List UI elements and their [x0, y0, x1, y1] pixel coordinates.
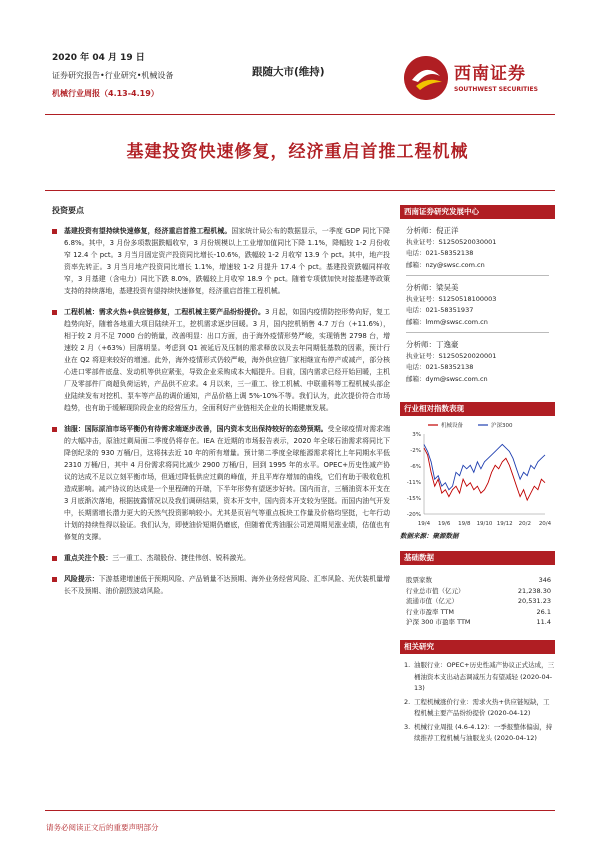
bullet-item — [52, 573, 390, 597]
x-tick-label: 19/10 — [476, 521, 493, 527]
section-title: 投资要点 — [52, 206, 84, 215]
basic-data-box — [400, 551, 555, 628]
company-logo — [404, 56, 554, 100]
stat-value: 21,238.30 — [517, 586, 551, 595]
bullet-bold: 重点关注个股： — [64, 554, 113, 562]
related-item[interactable] — [404, 697, 555, 720]
bullet-text: 受全球疫情对需求端的大幅冲击，原油过剩局面二季度仍将存在。IEA 在近期的市场报告表示，2020 年全球石油需求将同比下降创纪录的 930 万桶/日，这将抹去近 10 年的所有增量。预计第二季度全球能源需求将比上年同期水平低 2310 万桶/日，其中 4 月份需求将同比减少 2900 万桶/日，回到 1995 年的水平。OPEC+历史性减产协议的达成不足以立刻平衡市场，但通过降低供应过剩的峰值，并且平库存增加的曲线，它们有助于吸收危机造成影响。减产协议的达成是一个里程碑的开端，下半年形势有望逐步好转。国内而言，三桶油资本开支在 3 月底渐次落地，根据披露情况以及我们调研结果，资本开支中，国内资本开支较为坚挺。而国内油气开发中，长期需增长潜力更大的天然气投资影响较小。尤其是页岩气等重点板块工作量及价格均坚挺，七年行动计划的持续性得以验证。我们认为，即使油价短期仍磨底，但随着优秀油服公司逆周期见涨业绩，估值也有修复的支撑。 — [64, 425, 390, 541]
footer-divider — [45, 810, 555, 811]
analyst-name: 分析师：梁吴美 — [406, 283, 459, 292]
y-tick-label: -15% — [406, 496, 421, 502]
analyst-phone: 电话：021-58351937 — [406, 306, 474, 314]
related-num: 3. — [404, 722, 411, 731]
logo-mark-icon — [404, 56, 448, 100]
y-tick-label: -2% — [410, 448, 421, 454]
relative-index-chart — [400, 418, 555, 528]
x-tick-label: 19/4 — [417, 521, 431, 527]
stat-value: 11.4 — [536, 618, 551, 626]
analyst-email[interactable]: 邮箱：nzy@swsc.com.cn — [406, 260, 485, 269]
stat-key: 行业市盈率 TTM — [406, 607, 455, 616]
stat-key: 流通市值（亿元） — [406, 597, 458, 605]
bullet-text: 三一重工、杰瑞股份、捷佳伟创、锐科激光。 — [112, 554, 251, 562]
table-row — [400, 596, 555, 607]
bullet-text: 国家统计局公布的数据显示，一季度 GDP 同比下降 6.8%。其中，3 月份多项数据跌幅收窄，3 月份规模以上工业增加值同比下降 1.1%，降幅较 1-2 月份收窄 12.4 个 pct。3 月当月固定资产投资同比增长-10.6%，跌幅较 1-2 月收窄 13.9 个 pct。其中，地产投资率先转正。3 月当月地产投资同比增长 1.1%，增速较 1-2 月提升 17.4 个 pct。基建投资跌幅同样收窄，3 月基建（含电力）同比下跌 8.0%，跌幅较上月收窄 18.9 个 pct。随着专项债加快对接基建等政策支持的持续落地，基建投资有望持续快速修复，经济重启首推工程机械。 — [64, 227, 390, 295]
analyst-entry — [406, 339, 555, 385]
logo-english: SOUTHWEST SECURITIES — [454, 86, 538, 93]
analyst-email[interactable]: 邮箱：lmm@swsc.com.cn — [406, 317, 488, 326]
related-item[interactable] — [404, 660, 555, 695]
logo-name: 西南证券 — [454, 64, 526, 84]
analyst-license: 执业证号：S1250520020001 — [406, 351, 497, 360]
y-tick-label: -20% — [406, 512, 421, 518]
basic-data-table — [400, 575, 555, 628]
analyst-phone: 电话：021-58352138 — [406, 249, 474, 257]
series-line — [424, 444, 545, 489]
bullet-text: 3 月起，如国内疫情防控形势向好，复工趋势向好，随着各地重大项目陆续开工，挖机需求逐步回暖。3 月，国内挖机销售 4.7 万台（+11.6%），相于较 2 月不足 7000 台的销量，改善明显：出口方面，由于海外疫情形势严峻，实现销售 2798 台，增速较 2 月（+63%）回落明显。考虑到 Q1 被延后及压制的需求释放以及去年同期低基数的因素，预计行业在 Q2 将迎来较好的增速。此外，海外疫情形式仍较严峻，海外供应链厂家相继宣布停产或减产，部分核心进口零部件底盘、发动机等供应紧张，导致企业采购成本大幅提升。目前，国内需求已经开始回暖，主机厂及零部件厂商超负荷运转，产品供不应求。4 月以来，三一重工、徐工机械、中联重科等工程机械头部企业陆续发布对挖机、泵车等产品的调价通知，产品价格上调 5%-10%不等。我们认为，此次提价符合市场趋势，也有助于缓解现阶段企业的经营压力，全面利好产业链相关企业的长期健康发展。 — [64, 308, 390, 412]
report-category: 证券研究报告•行业研究•机械设备 — [52, 71, 174, 80]
analyst-entry — [406, 282, 555, 328]
analyst-name: 分析师：倪正洋 — [406, 226, 459, 235]
investment-points — [52, 205, 390, 606]
analyst-email[interactable]: 邮箱：dym@swsc.com.cn — [406, 374, 488, 383]
related-title: 相关研究 — [400, 640, 555, 654]
report-type: 机械行业周报（4.13-4.19） — [52, 89, 159, 98]
table-row — [400, 607, 555, 618]
bullet-item — [52, 552, 390, 564]
stat-key: 行业总市值（亿元） — [406, 586, 465, 595]
legend-label: 沪深300 — [491, 423, 513, 429]
analyst-license: 执业证号：S1250520030001 — [406, 237, 497, 246]
related-research-box — [400, 640, 555, 747]
table-row — [400, 575, 555, 586]
stat-key: 沪深 300 市盈率 TTM — [406, 618, 471, 626]
footer-notice: 请务必阅读正文后的重要声明部分 — [46, 823, 159, 832]
x-tick-label: 19/12 — [496, 521, 513, 527]
related-text: 机械行业周报 (4.6-4.12)：一季报整体偏弱，持续推荐工程机械与油服龙头 (2020-04-12) — [414, 722, 553, 742]
y-tick-label: -6% — [410, 464, 421, 470]
index-title: 行业相对指数表现 — [400, 402, 555, 416]
related-num: 1. — [404, 661, 411, 669]
bullet-item — [52, 423, 390, 543]
y-tick-label: 3% — [412, 432, 421, 438]
header-divider — [45, 114, 555, 115]
related-text: 工程机械涨价行业：需求火热+供应链短缺，工程机械主要产品纷纷提价 (2020-04-12) — [414, 697, 550, 717]
x-tick-label: 20/4 — [538, 521, 552, 527]
legend-label: 机械设备 — [441, 423, 464, 429]
analyst-phone: 电话：021-58352138 — [406, 363, 474, 371]
team-title: 西南证券研究发展中心 — [400, 205, 555, 219]
bullet-bold: 油服：国际原油市场平衡仍有待需求端逐步改善，国内资本支出保持较好的态势预期。 — [64, 425, 328, 433]
analyst-name: 分析师：丁逸豪 — [406, 340, 459, 349]
related-text: 油服行业：OPEC+历史性减产协议正式达成，三桶油资本支出动态调减压力有望减轻 (2020-04-13) — [414, 661, 555, 692]
bullet-item — [52, 306, 390, 414]
analyst-box — [400, 205, 555, 385]
divider — [406, 332, 549, 333]
x-tick-label: 20/2 — [518, 521, 532, 527]
analyst-license: 执业证号：S1250518100003 — [406, 294, 497, 303]
analyst-entry — [406, 225, 555, 271]
bullet-bold: 风险提示： — [64, 575, 99, 583]
x-tick-label: 19/8 — [458, 521, 471, 527]
related-list — [404, 660, 555, 745]
basic-title: 基础数据 — [400, 551, 555, 565]
report-title: 基建投资快速修复，经济重启首推工程机械 — [126, 142, 469, 162]
related-num: 2. — [404, 697, 411, 706]
chart-source: 数据来源：聚源数据 — [400, 532, 459, 540]
y-tick-label: -11% — [406, 480, 421, 486]
bullet-bold: 基建投资有望持续快速修复，经济重启首推工程机械。 — [64, 227, 232, 235]
table-row — [400, 586, 555, 597]
title-divider — [45, 190, 555, 191]
report-date: 2020 年 04 月 19 日 — [52, 53, 145, 63]
x-tick-label: 19/6 — [437, 521, 451, 527]
stat-value: 26.1 — [536, 607, 551, 616]
bullet-item — [52, 225, 390, 297]
index-box — [400, 402, 555, 416]
bullet-bold: 工程机械：需求火热+供应链修复，工程机械主要产品纷纷提价。 — [64, 308, 265, 316]
rating: 跟随大市(维持) — [252, 66, 325, 78]
table-row — [400, 617, 555, 628]
stat-key: 股票家数 — [406, 576, 432, 584]
stat-value: 346 — [538, 576, 551, 584]
divider — [406, 275, 549, 276]
related-item[interactable] — [404, 722, 555, 745]
bullet-text: 下游基建增速低于预期风险、产品销量不达预期、海外业务经营风险、汇率风险、光伏装机量增长不及预期、油价剧烈波动风险。 — [64, 575, 390, 595]
series-line — [424, 448, 545, 500]
stat-value: 20,531.23 — [517, 597, 551, 605]
